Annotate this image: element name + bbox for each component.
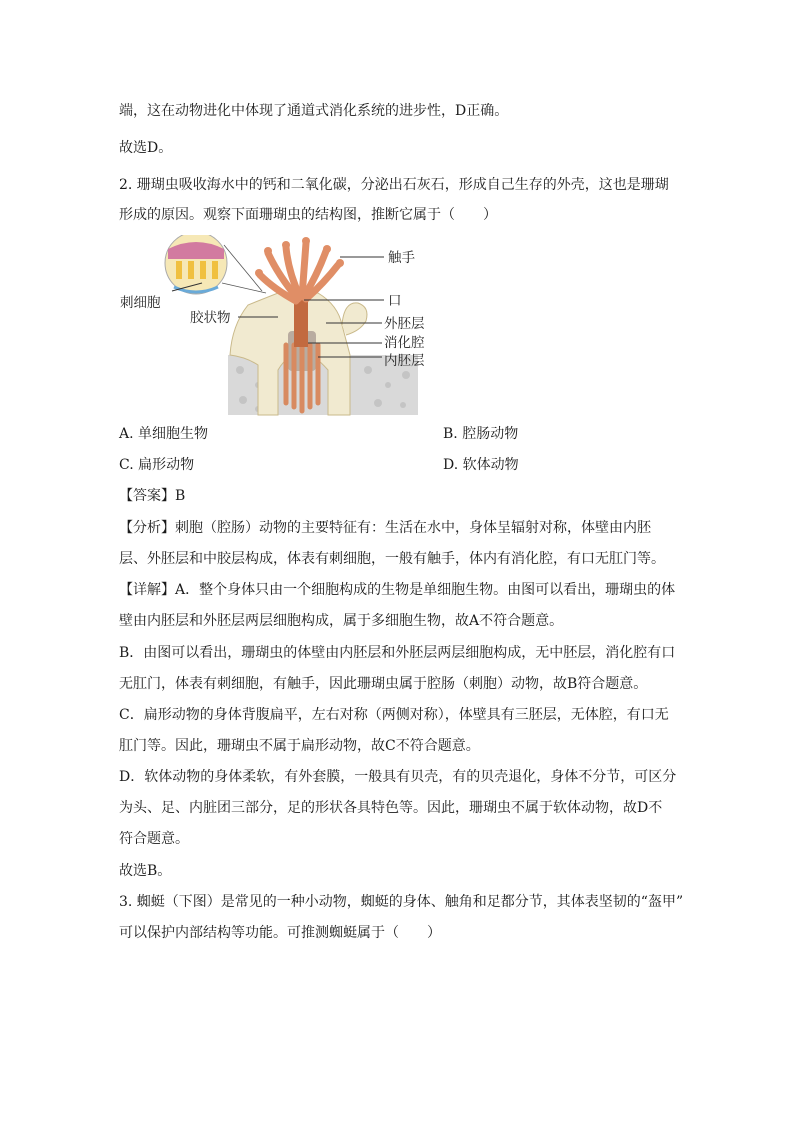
option-c: C. 扁形动物 — [119, 457, 195, 473]
question-2-stem: 2. 珊瑚虫吸收海水中的钙和二氧化碳，分泌出石灰石，形成自己生存的外壳，这也是珊瑚 — [119, 177, 669, 193]
analysis-line: 层、外胚层和中胶层构成，体表有刺细胞，一般有触手，体内有消化腔，有口无肛门等。 — [119, 551, 665, 567]
analysis-line: 【分析】刺胞（腔肠）动物的主要特征有：生活在水中，身体呈辐射对称，体壁由内胚 — [119, 520, 651, 536]
detail-line: 肛门等。因此，珊瑚虫不属于扁形动物，故C不符合题意。 — [119, 738, 480, 754]
detail-line: B．由图可以看出，珊瑚虫的体壁由内胚层和外胚层两层细胞构成，无中胚层，消化腔有口 — [119, 645, 676, 661]
text-line: 端，这在动物进化中体现了通道式消化系统的进步性，D正确。 — [119, 103, 509, 119]
question-3-stem: 3. 蜘蜓（下图）是常见的一种小动物，蜘蜓的身体、触角和足都分节，其体表坚韧的“盔甲” — [119, 894, 684, 910]
question-2-stem: 形成的原因。观察下面珊瑚虫的结构图，推断它属于（ ） — [119, 207, 497, 223]
label-digestive-cavity: 消化腔 — [384, 335, 425, 351]
question-3-stem: 可以保护内部结构等功能。可推测蜘蜓属于（ ） — [119, 925, 441, 941]
option-b: B. 腔肠动物 — [443, 426, 519, 442]
option-d: D. 软体动物 — [443, 457, 519, 473]
detail-line: 无肛门，体表有刺细胞，有触手，因此珊瑚虫属于腔肠（刺胞）动物，故B符合题意。 — [119, 676, 648, 692]
detail-line: 符合题意。 — [119, 831, 189, 847]
label-mouth: 口 — [388, 293, 402, 309]
label-tentacle: 触手 — [388, 250, 415, 266]
detail-line: 为头、足、内脏团三部分，足的形状各具特色等。因此，珊瑚虫不属于软体动物，故D不 — [119, 800, 663, 816]
text-line: 故选D。 — [119, 140, 173, 156]
option-a: A. 单细胞生物 — [119, 426, 209, 442]
answer-line: 【答案】B — [119, 488, 186, 504]
detail-line: 【详解】A．整个身体只由一个细胞构成的生物是单细胞生物。由图可以看出，珊瑚虫的体 — [119, 582, 676, 598]
detail-line: 壁由内胚层和外胚层两层细胞构成，属于多细胞生物，故A不符合题意。 — [119, 613, 564, 629]
detail-line: D．软体动物的身体柔软，有外套膜，一般具有贝壳，有的贝壳退化，身体不分节，可区分 — [119, 769, 677, 785]
answer-conclusion: 故选B。 — [119, 863, 172, 879]
detail-line: C．扁形动物的身体背腹扁平，左右对称（两侧对称），体壁具有三胚层，无体腔，有口无 — [119, 707, 669, 723]
label-endoderm: 内胚层 — [384, 353, 425, 369]
label-mesoglea: 胶状物 — [190, 310, 231, 326]
label-ectoderm: 外胚层 — [384, 316, 425, 332]
coral-polyp-diagram — [118, 235, 438, 417]
label-cnidocyte: 刺细胞 — [120, 295, 161, 311]
